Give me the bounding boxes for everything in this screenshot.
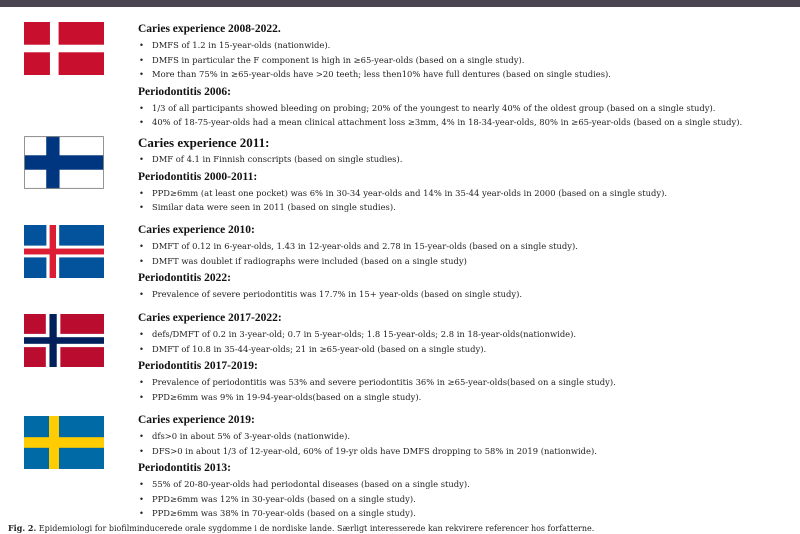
list-item: • Prevalence of severe periodontitis was 17.7% in 15+ year-olds (based on single study). (138, 287, 788, 302)
bullet-list (138, 38, 788, 82)
list-item: • More than 75% in ≥65-year-olds have >20 teeth; less then10% have full dentures (based on single studies). (138, 67, 788, 82)
list-item: • PPD≥6mm was 9% in 19-94-year-olds(based on a single study). (138, 390, 788, 405)
list-item: • DMF of 4.1 in Finnish conscripts (based on single studies). (138, 152, 788, 167)
caption-label: Fig. 2. (8, 523, 37, 533)
list-item: • dfs>0 in about 5% of 3-year-olds (nationwide). (138, 429, 788, 444)
section-heading: Caries experience 2011: (138, 135, 270, 150)
section-heading: Caries experience 2010: (138, 224, 255, 236)
list-item: • DFS>0 in about 1/3 of 12-year-old, 60% of 19-yr olds have DMFS dropping to 58% in 2019 (nationwide). (138, 444, 788, 459)
finland-block (138, 134, 788, 218)
section-heading: Caries experience 2019: (138, 414, 255, 426)
bullet-list (138, 429, 788, 458)
section-heading: Periodontitis 2000-2011: (138, 170, 258, 183)
denmark-flag-icon (24, 22, 104, 75)
caption-text: Epidemiologi for biofilminducerede orale sygdomme i de nordiske lande. Særligt interesserede kan rekvirere referencer hos forfatterne. (38, 524, 595, 533)
section-heading: Caries experience 2008-2022. (138, 23, 281, 35)
bullet-list (138, 287, 788, 302)
list-item: • DMFS in particular the F component is high in ≥65-year-olds (based on a single study). (138, 53, 788, 68)
section-heading: Periodontitis 2017-2019: (138, 360, 258, 372)
norway-flag-icon (24, 314, 104, 367)
bullet-list (138, 239, 788, 268)
iceland-flag-icon (24, 225, 104, 278)
list-item: • DMFT of 0.12 in 6-year-olds, 1.43 in 12-year-olds and 2.78 in 15-year-olds (based on a single study). (138, 239, 788, 254)
list-item: • PPD≥6mm was 12% in 30-year-olds (based on a single study). (138, 492, 788, 507)
section-heading: Caries experience 2017-2022: (138, 312, 282, 324)
section-heading: Periodontitis 2022: (138, 272, 231, 284)
list-item: • PPD≥6mm was 38% in 70-year-olds (based on a single study). (138, 506, 788, 521)
bullet-list (138, 375, 788, 404)
list-item: • defs/DMFT of 0.2 in 3-year-old; 0.7 in 5-year-olds; 1.8 15-year-olds; 2.8 in 18-year-olds(nationwide). (138, 327, 788, 342)
list-item: • 40% of 18-75-year-olds had a mean clinical attachment loss ≥3mm, 4% in 18-34-year-olds, 80% in ≥65-year-olds (based on a single study). (138, 115, 788, 130)
sweden-block (138, 413, 788, 524)
bullet-list (138, 327, 788, 356)
bullet-list (138, 152, 788, 167)
denmark-block (138, 22, 788, 133)
section-heading: Periodontitis 2013: (138, 462, 231, 474)
section-heading: Periodontitis 2006: (138, 85, 231, 98)
list-item: • Similar data were seen in 2011 (based on single studies). (138, 200, 788, 215)
finland-flag-icon (24, 136, 104, 189)
bullet-list (138, 186, 788, 215)
list-item: • DMFT of 10.8 in 35-44-year-olds; 21 in ≥65-year-old (based on a single study). (138, 342, 788, 357)
iceland-block (138, 223, 788, 305)
list-item: • Prevalence of periodontitis was 53% and severe periodontitis 36% in ≥65-year-olds(based on a single study). (138, 375, 788, 390)
sweden-flag-icon (24, 416, 104, 469)
list-item: • DMFS of 1.2 in 15-year-olds (nationwide). (138, 38, 788, 53)
list-item: • DMFT was doublet if radiographs were included (based on a single study) (138, 254, 788, 269)
list-item: • 55% of 20-80-year-olds had periodontal diseases (based on a single study). (138, 477, 788, 492)
figure-caption (8, 523, 594, 534)
list-item: • 1/3 of all participants showed bleeding on probing; 20% of the youngest to nearly 40% of the oldest group (based on a single study). (138, 101, 788, 116)
top-rule (0, 0, 800, 7)
bullet-list (138, 101, 788, 130)
bullet-list (138, 477, 788, 521)
list-item: • PPD≥6mm (at least one pocket) was 6% in 30-34 year-olds and 14% in 35-44 year-olds in 2000 (based on a single study). (138, 186, 788, 201)
norway-block (138, 311, 788, 407)
